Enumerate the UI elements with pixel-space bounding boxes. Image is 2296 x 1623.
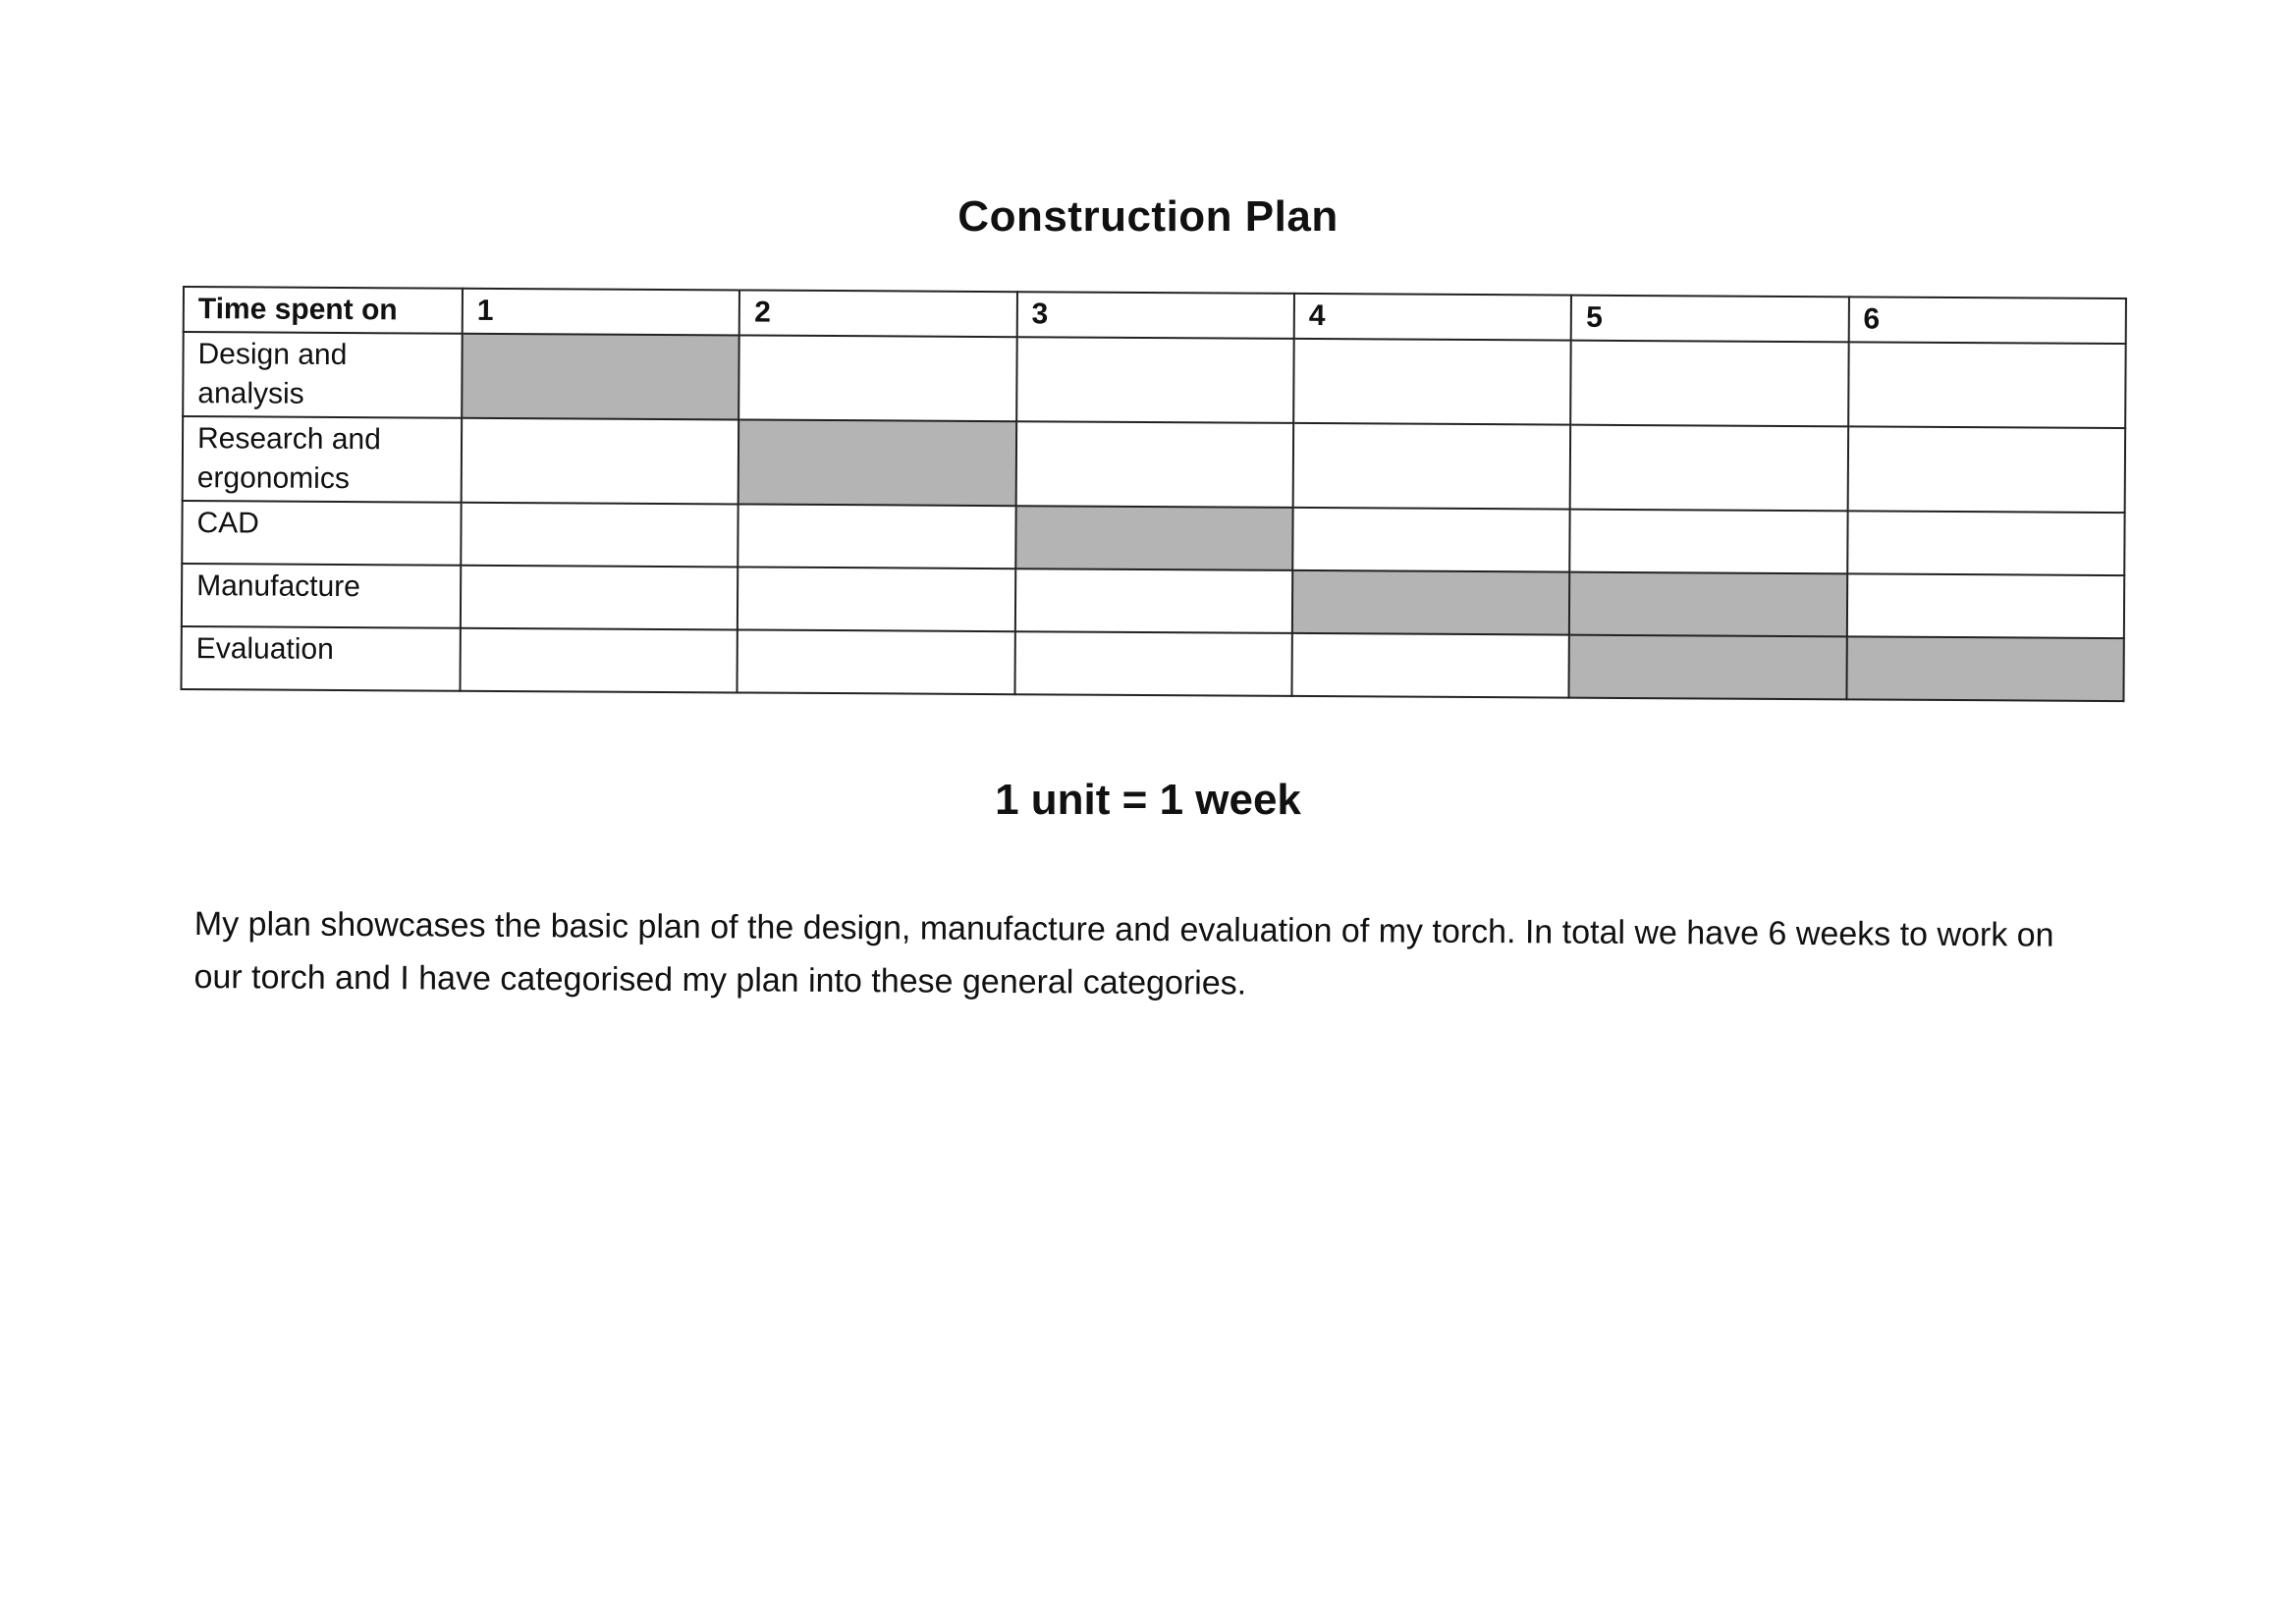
corner-header: Time spent on xyxy=(184,287,463,334)
week-cell xyxy=(1847,426,2125,513)
week-cell xyxy=(462,418,739,505)
week-cell xyxy=(1016,337,1294,423)
week-cell xyxy=(1014,631,1292,696)
week-header: 6 xyxy=(1848,297,2126,344)
page-title: Construction Plan xyxy=(957,192,1339,241)
week-cell xyxy=(1015,506,1293,570)
table-row xyxy=(183,332,2125,428)
task-label: CAD xyxy=(182,501,461,566)
week-header: 5 xyxy=(1571,296,1849,343)
week-cell xyxy=(1293,423,1571,510)
unit-note: 1 unit = 1 week xyxy=(995,776,1301,824)
week-cell xyxy=(1569,635,1847,700)
week-cell xyxy=(1291,633,1569,698)
week-header: 4 xyxy=(1294,294,1572,341)
week-cell xyxy=(1848,342,2126,428)
week-cell xyxy=(1570,510,1848,574)
week-cell xyxy=(1569,572,1847,637)
week-cell xyxy=(1292,508,1570,572)
table-row xyxy=(183,416,2125,513)
week-header: 1 xyxy=(463,289,740,336)
week-header: 3 xyxy=(1016,292,1294,339)
week-cell xyxy=(461,566,738,630)
week-cell xyxy=(1847,511,2125,575)
week-cell xyxy=(1570,425,1848,512)
table-row xyxy=(182,501,2124,575)
week-header: 2 xyxy=(739,290,1017,337)
week-cell xyxy=(738,419,1016,506)
week-cell xyxy=(461,503,738,568)
task-label: Research and ergonomics xyxy=(183,416,463,503)
task-label: Evaluation xyxy=(181,626,460,691)
week-cell xyxy=(462,334,739,420)
week-cell xyxy=(460,628,738,693)
description-paragraph: My plan showcases the basic plan of the design, manufacture and evaluation of my torch. In total we have 6 weeks to work on our torch and I have categorised my plan into these general categories. xyxy=(193,904,2054,1002)
table-row xyxy=(181,626,2123,701)
week-cell xyxy=(738,567,1015,631)
week-cell xyxy=(739,335,1017,421)
week-cell xyxy=(1292,570,1570,635)
week-cell xyxy=(1015,421,1293,508)
week-cell xyxy=(1293,339,1571,425)
week-cell xyxy=(738,504,1016,568)
week-cell xyxy=(1570,341,1848,427)
week-cell xyxy=(1015,568,1293,633)
task-label: Manufacture xyxy=(182,564,461,628)
week-cell xyxy=(1846,573,2124,638)
week-cell xyxy=(738,629,1015,694)
task-label: Design and analysis xyxy=(183,332,463,418)
table-row xyxy=(182,564,2124,638)
week-cell xyxy=(1846,636,2124,701)
construction-plan-table xyxy=(180,286,2126,702)
